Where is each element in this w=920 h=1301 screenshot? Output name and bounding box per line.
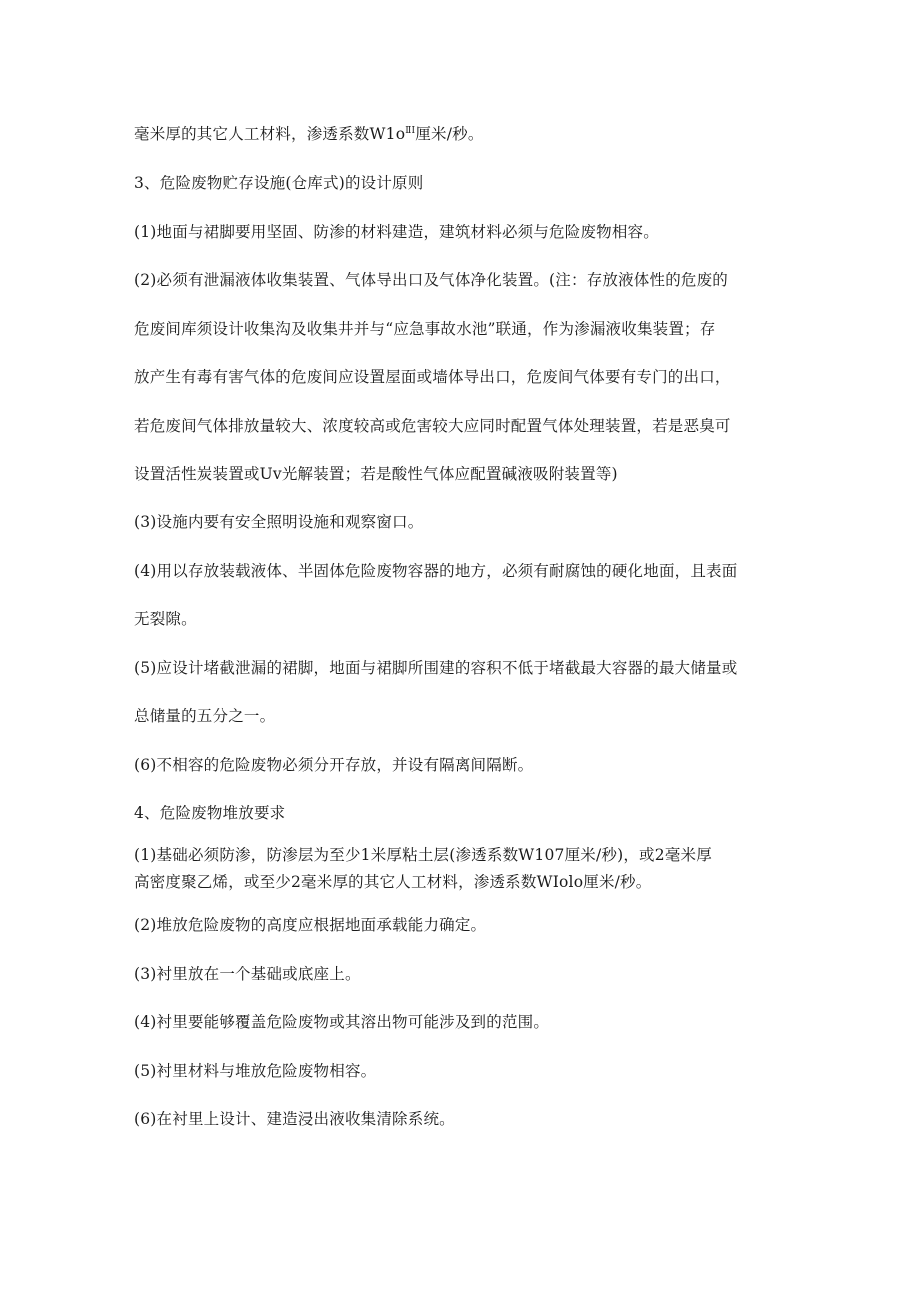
text-line-13: 总储量的五分之一。 — [134, 707, 276, 725]
section-heading-4: 4、危险废物堆放要求 — [134, 804, 286, 822]
text-line-10: (4)用以存放装载液体、半固体危险废物容器的地方，必须有耐腐蚀的硬化地面，且表面 — [134, 562, 738, 580]
text-line-4: (2)必须有泄漏液体收集装置、气体导出口及气体净化装置。(注：存放液体性的危废的 — [134, 271, 729, 289]
text-line-1-tail: 厘米/秒。 — [415, 125, 484, 143]
text-line-5: 危废间库须设计收集沟及收集井并与“应急事故水池”联通，作为渗漏液收集装置；存 — [134, 320, 716, 338]
section-heading-3: 3、危险废物贮存设施(仓库式)的设计原则 — [134, 174, 424, 192]
text-line-8: 设置活性炭装置或Uv光解装置；若是酸性气体应配置碱液吸附装置等) — [134, 465, 618, 483]
text-line-3: (1)地面与裙脚要用坚固、防渗的材料建造，建筑材料必须与危险废物相容。 — [134, 223, 659, 241]
text-line-22: (6)在衬里上设计、建造浸出液收集清除系统。 — [134, 1110, 455, 1128]
text-line-7: 若危废间气体排放量较大、浓度较高或危害较大应同时配置气体处理装置，若是恶臭可 — [134, 417, 731, 435]
text-line-11: 无裂隙。 — [134, 610, 197, 628]
text-line-18: (2)堆放危险废物的高度应根据地面承载能力确定。 — [134, 916, 487, 934]
text-line-16: (1)基础必须防渗，防渗层为至少1米厚粘土层(渗透系数W107厘米/秒)，或2毫米厚 — [134, 846, 712, 864]
text-line-12: (5)应设计堵截泄漏的裙脚，地面与裙脚所围建的容积不低于堵截最大容器的最大储量或 — [134, 659, 738, 677]
text-line-20: (4)衬里要能够覆盖危险废物或其溶出物可能涉及到的范围。 — [134, 1013, 550, 1031]
text-line-1-main: 毫米厚的其它人工材料，渗透系数W1o — [134, 125, 406, 143]
text-line-9: (3)设施内要有安全照明设施和观察窗口。 — [134, 513, 424, 531]
text-line-17: 高密度聚乙烯，或至少2毫米厚的其它人工材料，渗透系数WIolo厘米/秒。 — [134, 873, 652, 891]
superscript: ⅡI — [405, 125, 416, 136]
text-line-21: (5)衬里材料与堆放危险废物相容。 — [134, 1062, 377, 1080]
text-line-6: 放产生有毒有害气体的危废间应设置屋面或墙体导出口，危废间气体要有专门的出口， — [134, 368, 731, 386]
text-line-14: (6)不相容的危险废物必须分开存放，并设有隔离间隔断。 — [134, 756, 534, 774]
text-line-1 — [134, 124, 484, 144]
text-line-19: (3)衬里放在一个基础或底座上。 — [134, 965, 361, 983]
